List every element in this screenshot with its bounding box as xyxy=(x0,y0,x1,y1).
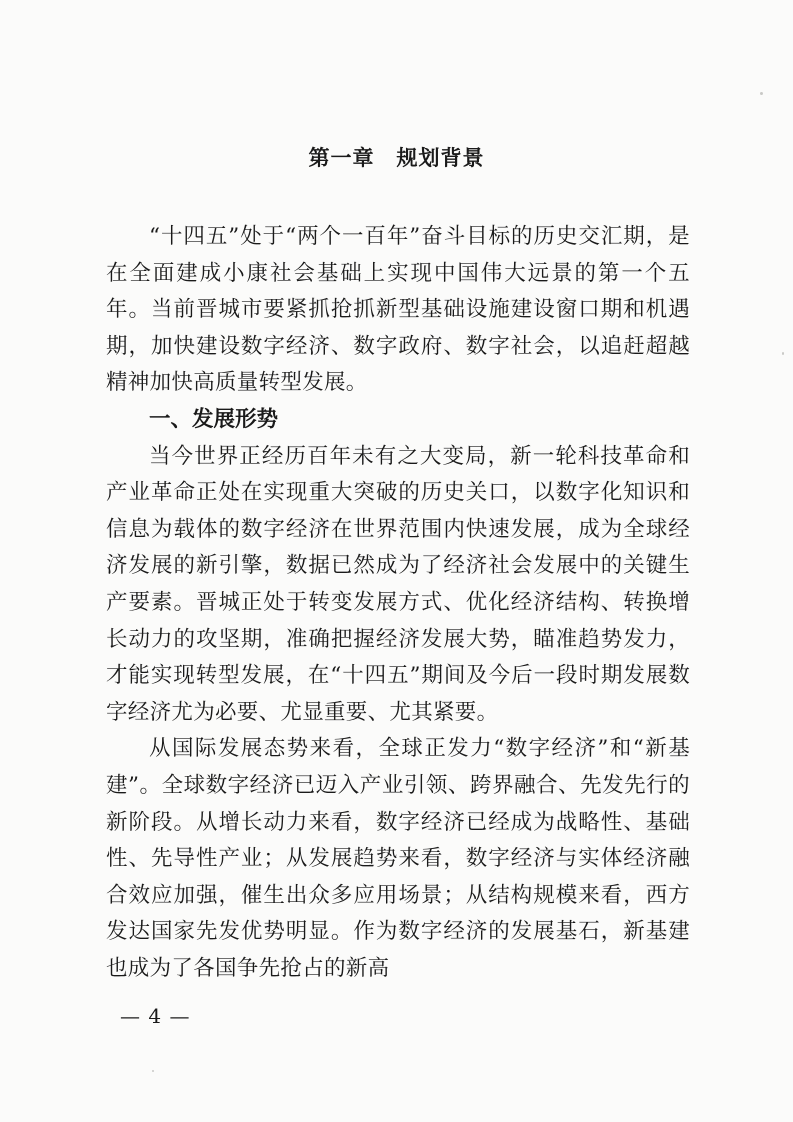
scan-speck xyxy=(782,352,784,355)
chapter-title: 第一章 规划背景 xyxy=(308,146,485,170)
scan-speck xyxy=(760,92,763,95)
paragraph-development-situation: 当今世界正经历百年未有之大变局，新一轮科技革命和产业革命正处在实现重大突破的历史关口，以数字化知识和信息为载体的数字经济在世界范围内快速发展，成为全球经济发展的新引擎，数据已然成为了经济社会发展中的关键生产要素。晋城正处于转变发展方式、优化经济结构、转换增长动力的攻坚期，准确把握经济发展大势，瞄准趋势发力，才能实现转型发展，在“十四五”期间及今后一段时期发展数字经济尤为必要、尤显重要、尤其紧要。 xyxy=(106,443,690,725)
intro-paragraph: “十四五”处于“两个一百年”奋斗目标的历史交汇期，是在全面建成小康社会基础上实现中国伟大远景的第一个五年。当前晋城市要紧抓抢抓新型基础设施建设窗口期和机遇期，加快建设数字经济、数字政府、数字社会，以追赶超越精神加快高质量转型发展。 xyxy=(106,224,690,396)
paragraph-international-trend: 从国际发展态势来看，全球正发力“数字经济”和“新基建”。全球数字经济已迈入产业引领、跨界融合、先发先行的新阶段。从增长动力来看，数字经济已经成为战略性、基础性、先导性产业；从发展趋势来看，数字经济与实体经济融合效应加强，催生出众多应用场景；从结构规模来看，西方发达国家先发优势明显。作为数字经济的发展基石，新基建也成为了各国争先抢占的新高 xyxy=(106,736,690,981)
scan-speck xyxy=(152,1070,154,1072)
page-number: — 4 — xyxy=(120,1004,191,1028)
section-heading: 一、发展形势 xyxy=(149,406,279,432)
body-text xyxy=(106,219,690,987)
